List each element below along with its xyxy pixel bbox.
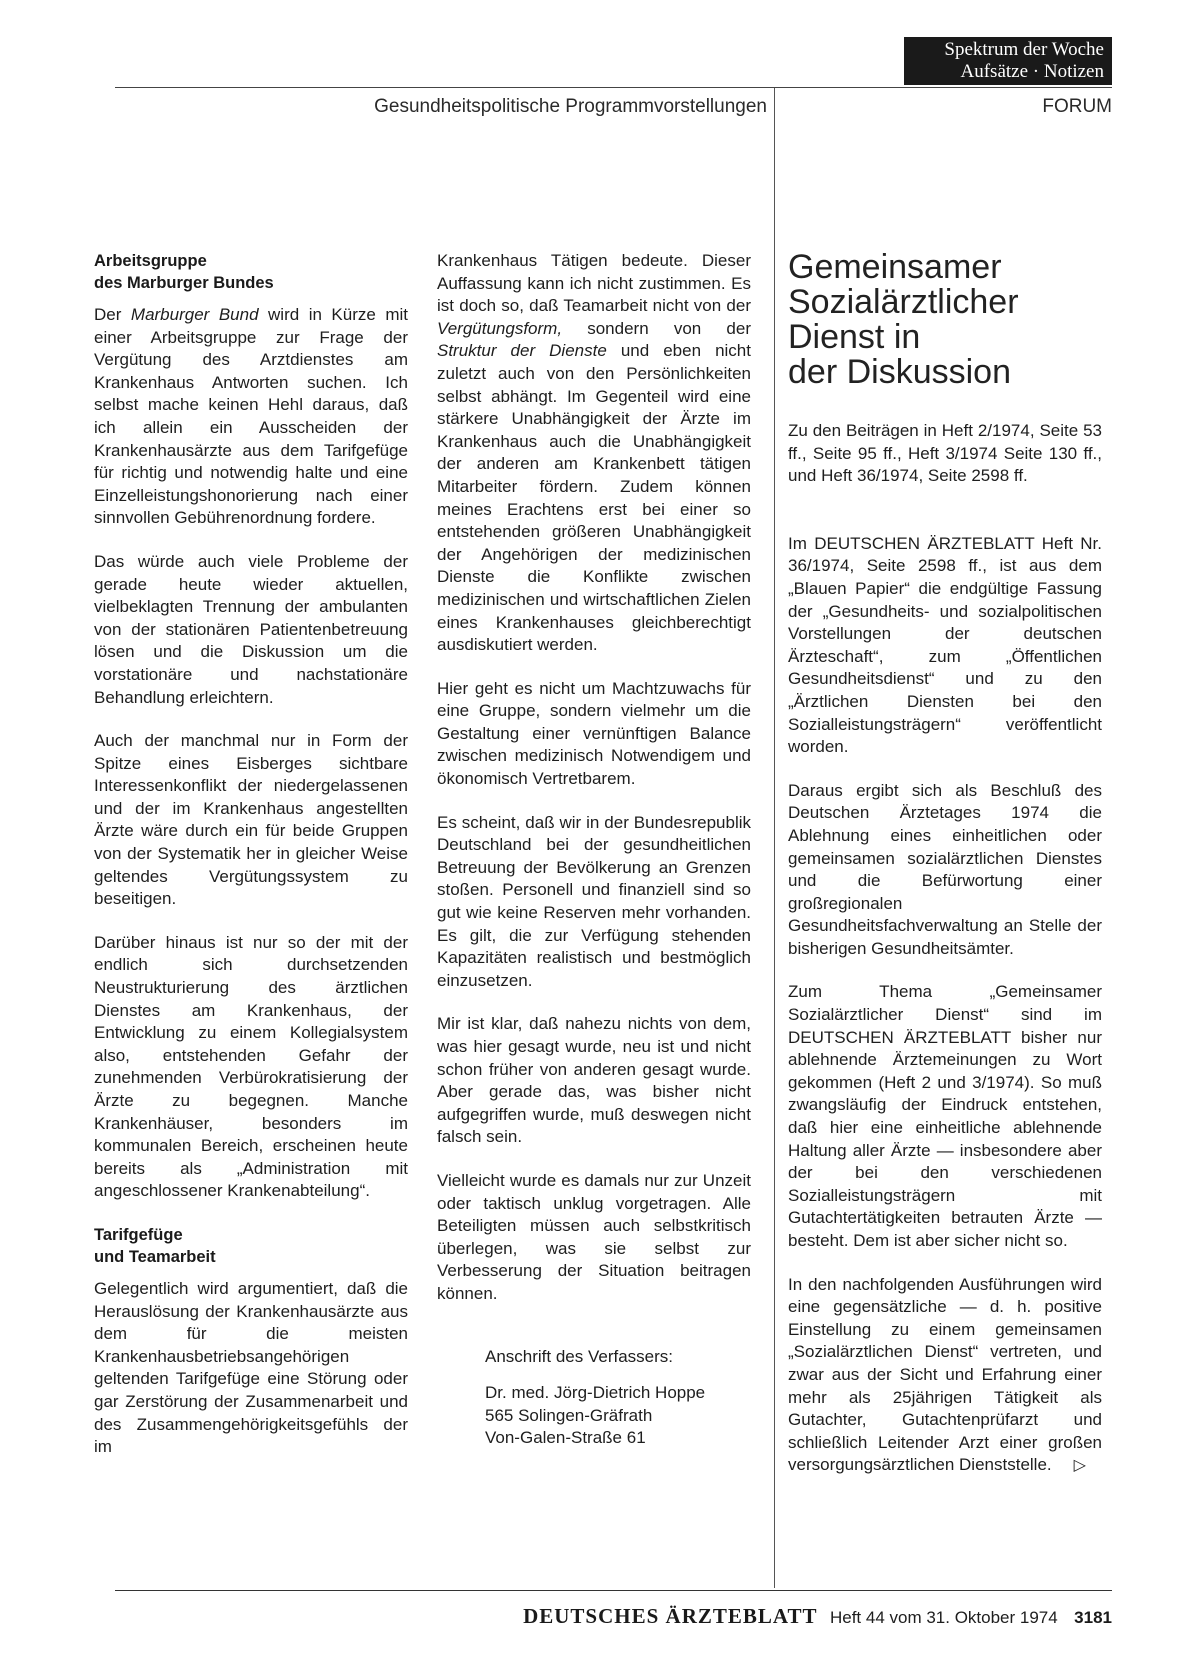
paragraph [788, 1274, 1102, 1478]
page-number: 3181 [1074, 1608, 1112, 1627]
issue-info: Heft 44 vom 31. Oktober 1974 [829, 1608, 1058, 1627]
heading-line: und Teamarbeit [94, 1247, 216, 1266]
reference-intro: Zu den Beiträgen in Heft 2/1974, Seite 53 ff., Seite 95 ff., Heft 3/1974 Seite 130 ff., und Heft 36/1974, Seite 2598 ff. [788, 421, 1102, 486]
heading-line: Arbeitsgruppe [94, 252, 207, 270]
article-title [788, 250, 1102, 390]
heading-arbeitsgruppe [94, 250, 408, 294]
paragraph [94, 304, 408, 530]
paragraph: Es scheint, daß wir in der Bundesrepublik Deutschland bei der gesundheitlichen Betreuung der Bevölkerung an Grenzen stoßen. Personell und finanziell sind so gut wie keine Reserven mehr vorhanden. Es gilt, die zur Verfügung stehenden Kapazitäten realistisch und bestmöglich einzusetzen. [437, 812, 751, 990]
address-label: Anschrift des Verfassers: [485, 1346, 674, 1366]
badge-line-1: Spektrum der Woche [944, 39, 1104, 60]
paragraph: Gelegentlich wird argumentiert, daß die Herauslösung der Krankenhausärzte aus dem für die meisten Krankenhausbetriebsangehörigen geltenden Tarifgefüge eine Störung oder gar Zerstörung der Zusammenarbeit und des Zusammengehörigkeitsgefühls der im [94, 1278, 408, 1457]
text-run: In den nachfolgenden Ausführungen wird eine gegensätzliche — d. h. positive Einstellung zu einem gemeinsamen „Sozialärztlichen Dienst“ vertreten, und zwar aus der Sicht und Erfahrung einer mehr als 25jährigen Tätigkeit als Gutachter, Gutachtenprüfarzt und schließlich Leitender Arzt einer großen versorgungsärztlichen Dienststelle. [788, 1274, 1102, 1475]
journal-name: DEUTSCHES ÄRZTEBLATT [523, 1604, 818, 1628]
paragraph: Zum Thema „Gemeinsamer Sozialärztlicher Dienst“ sind im DEUTSCHEN ÄRZTEBLATT bisher nur ablehnende Ärztemeinungen zu Wort gekommen (Heft 2 und 3/1974). So muß zwangsläufig der Eindruck entstehen, daß hier eine einheitliche ablehnende Haltung aller Ärzte — insbesondere aber der bei den verschiedenen Sozialleistungsträgern mit Gutachtertätigkeiten betrauten Ärzte — besteht. Dem ist aber sicher nicht so. [788, 982, 1102, 1250]
title-line: Sozialärztlicher [788, 283, 1019, 321]
section-label: FORUM [1042, 96, 1112, 117]
paragraph: Im DEUTSCHEN ÄRZTEBLATT Heft Nr. 36/1974, Seite 2598 ff., ist aus dem „Blauen Papier“ die endgültige Fassung der „Gesundheits- und sozialpolitischen Vorstellungen der deutschen Ärzteschaft“, zum „Öffentlichen Gesundheitsdienst“ und zu den „Ärztlichen Diensten bei den Sozialleistungsträgern“ veröffentlicht worden. [788, 533, 1102, 757]
column-2 [437, 250, 751, 1450]
emphasis: Vergütungsform, [437, 318, 563, 338]
text-run: Krankenhaus Tätigen bedeute. Dieser Auffassung kann ich nicht zustimmen. Es ist doch so, daß Teamarbeit nicht von der [437, 251, 751, 316]
column-1 [94, 250, 408, 1480]
text-run: und eben nicht zuletzt auch von den Persönlichkeiten selbst abhängt. Im Gegenteil wird eine stärkere Unabhängigkeit der Ärzte im Krankenhaus auch die Unabhängigkeit der anderen am Krankenbett tätigen Mitarbeiter fördern. Zudem können meines Erachtens erst bei einer so entstehenden größeren Unabhängigkeit der Angehörigen der medizinischen Dienste die Konflikte zwischen medizinischen und wirtschaftlichen Zielen eines Krankenhauses gleichberechtigt ausdiskutiert werden. [437, 341, 751, 655]
address-line: Dr. med. Jörg-Dietrich Hoppe [485, 1383, 706, 1403]
heading-line: des Marburger Bundes [94, 274, 274, 292]
text-run: wird in Kürze mit einer Arbeitsgruppe zur Frage der Vergütung des Arztdienstes am Krankenhaus Antworten suchen. Ich selbst mache keinen Hehl daraus, daß ich allein ein Ausscheiden der Krankenhausärzte aus dem Tarifgefüge für richtig und notwendig halte und eine Einzelleistungshonorierung nach einer sinnvollen Gebührenordnung fordere. [94, 305, 408, 528]
paragraph: Vielleicht wurde es damals nur zur Unzeit oder taktisch unklug vorgetragen. Alle Beteiligten müssen auch selbstkritisch überlegen, was sie selbst zur Verbesserung der Situation beitragen können. [437, 1170, 751, 1303]
title-line: Gemeinsamer [788, 248, 1002, 286]
footer-rule [115, 1590, 1112, 1591]
heading-tarifgefuege [94, 1224, 408, 1268]
page-footer [115, 1604, 1112, 1629]
running-head: Gesundheitspolitische Programmvorstellungen [374, 96, 767, 117]
heading-line: Tarifgefüge [94, 1225, 183, 1244]
paragraph [437, 250, 751, 657]
emphasis: Struktur der Dienste [437, 341, 607, 361]
text-run: sondern von der [562, 318, 751, 338]
column-divider [774, 88, 775, 1588]
title-line: Dienst in [788, 318, 921, 356]
paragraph: Hier geht es nicht um Machtzuwachs für eine Gruppe, sondern vielmehr um die Gestaltung einer vernünftigen Balance zwischen medizinisch Notwendigem und ökonomisch Vertretbarem. [437, 678, 751, 789]
paragraph: Mir ist klar, daß nahezu nichts von dem, was hier gesagt wurde, neu ist und nicht schon früher von anderen gesagt wurde. Aber gerade das, was bisher nicht aufgegriffen wurde, muß deswegen nicht falsch sein. [437, 1014, 751, 1147]
emphasis: Marburger Bund [130, 305, 259, 324]
paragraph: Das würde auch viele Probleme der gerade heute wieder aktuellen, vielbeklagten Trennung der ambulanten von der stationären Patientenbetreuung lösen und die Diskussion um die vorstationäre und nachstationäre Behandlung erleichtern. [94, 551, 408, 707]
paragraph: Auch der manchmal nur in Form der Spitze eines Eisberges sichtbare Interessenkonflikt der niedergelassenen und der im Krankenhaus angestellten Ärzte wäre durch ein für beide Gruppen von der Systematik her in gleicher Weise geltendes Vergütungssystem zu beseitigen. [94, 731, 408, 909]
paragraph: Darüber hinaus ist nur so der mit der endlich sich durchsetzenden Neustrukturierung des ärztlichen Dienstes am Krankenhaus, der Entwicklung zu einem Kollegialsystem also, entstehenden Gefahr der zunehmenden Verbürokratisierung der Ärzte zu begegnen. Manche Krankenhäuser, besonders im kommunalen Bereich, erscheinen heute bereits als „Administration mit angeschlossener Krankenabteilung“. [94, 932, 408, 1201]
section-badge [904, 37, 1112, 85]
paragraph: Daraus ergibt sich als Beschluß des Deutschen Ärztetages 1974 die Ablehnung eines einheitlichen oder gemeinsamen sozialärztlichen Dienstes und die Befürwortung einer großregionalen Gesundheitsfachverwaltung an Stelle der bisherigen Gesundheitsämter. [788, 780, 1102, 958]
address-line: Von-Galen-Straße 61 [485, 1428, 646, 1448]
column-3 [788, 250, 1102, 1499]
title-line: der Diskussion [788, 353, 1011, 391]
address-line: 565 Solingen-Gräfrath [485, 1405, 653, 1425]
header-rule [115, 87, 1112, 88]
author-address [437, 1346, 751, 1450]
badge-line-2: Aufsätze · Notizen [960, 61, 1104, 82]
text-run: Der [94, 305, 131, 324]
continue-arrow-icon: ▷ [1073, 1457, 1086, 1475]
